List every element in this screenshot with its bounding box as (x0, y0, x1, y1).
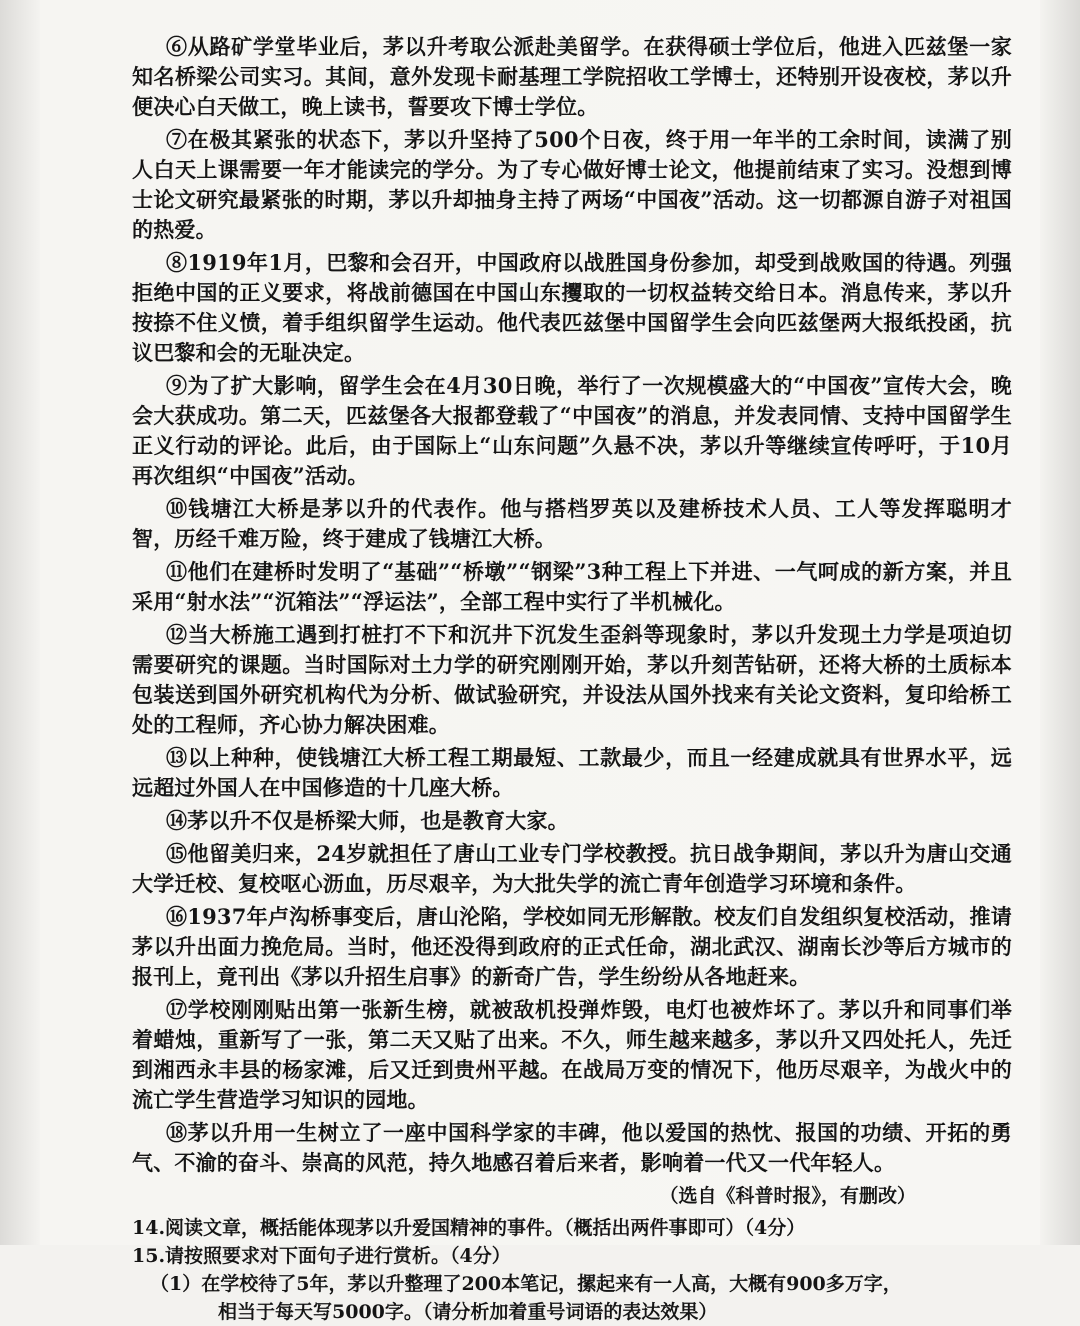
paragraph-13: ⑬以上种种，使钱塘江大桥工程工期最短、工款最少，而且一经建成就具有世界水平，远远超过外国人在中国修造的十几座大桥。 (132, 745, 1012, 800)
paragraph-17: ⑰学校刚刚贴出第一张新生榜，就被敌机投弹炸毁，电灯也被炸坏了。茅以升和同事们举着蜡烛，重新写了一张，第二天又贴了出来。不久，师生越来越多，茅以升又四处托人，先迁到湘西永丰县的杨家滩，后又迁到贵州平越。在战局万变的情况下，他历尽艰辛，为战火中的流亡学生营造学习知识的园地。 (132, 997, 1012, 1112)
paragraph-15: ⑮他留美归来，24岁就担任了唐山工业专门学校教授。抗日战争期间，茅以升为唐山交通大学迁校、复校呕心沥血，历尽艰辛，为大批失学的流亡青年创造学习环境和条件。 (132, 841, 1012, 896)
paragraph-10: ⑩钱塘江大桥是茅以升的代表作。他与搭档罗英以及建桥技术人员、工人等发挥聪明才智，历经千难万险，终于建成了钱塘江大桥。 (132, 496, 1012, 551)
paragraph-8: ⑧1919年1月，巴黎和会召开，中国政府以战胜国身份参加，却受到战败国的待遇。列强拒绝中国的正义要求，将战前德国在中国山东攫取的一切权益转交给日本。消息传来，茅以升按捺不住义愤，着手组织留学生运动。他代表匹兹堡中国留学生会向匹兹堡两大报纸投函，抗议巴黎和会的无耻决定。 (132, 250, 1012, 365)
paragraph-12: ⑫当大桥施工遇到打桩打不下和沉井下沉发生歪斜等现象时，茅以升发现土力学是项迫切需要研究的课题。当时国际对土力学的研究刚刚开始，茅以升刻苦钻研，还将大桥的土质标本包装送到国外研究机构代为分析、做试验研究，并设法从国外找来有关论文资料，复印给桥工处的工程师，齐心协力解决困难。 (132, 622, 1012, 737)
paragraph-18: ⑱茅以升用一生树立了一座中国科学家的丰碑，他以爱国的热忱、报国的功绩、开拓的勇气、不渝的奋斗、崇高的风范，持久地感召着后来者，影响着一代又一代年轻人。 (132, 1120, 1012, 1175)
paragraph-11: ⑪他们在建桥时发明了“基础”“桥墩”“钢梁”3种工程上下并进、一气呵成的新方案，并且采用“射水法”“沉箱法”“浮运法”，全部工程中实行了半机械化。 (132, 559, 1012, 614)
article-source: （选自《科普时报》，有删改） (659, 1185, 916, 1207)
question-15-1-line-1: （1）在学校待了5年，茅以升整理了200本笔记，摞起来有一人高，大概有900多万字， (150, 1273, 902, 1295)
paragraph-7: ⑦在极其紧张的状态下，茅以升坚持了500个日夜，终于用一年半的工余时间，读满了别人白天上课需要一年才能读完的学分。为了专心做好博士论文，他提前结束了实习。没想到博士论文研究最紧张的时期，茅以升却抽身主持了两场“中国夜”活动。这一切都源自游子对祖国的热爱。 (132, 127, 1012, 242)
paragraph-16: ⑯1937年卢沟桥事变后，唐山沦陷，学校如同无形解散。校友们自发组织复校活动，推请茅以升出面力挽危局。当时，他还没得到政府的正式任命，湖北武汉、湖南长沙等后方城市的报刊上，竟刊出《茅以升招生启事》的新奇广告，学生纷纷从各地赶来。 (132, 904, 1012, 989)
paragraph-14: ⑭茅以升不仅是桥梁大师，也是教育大家。 (166, 808, 569, 833)
question-14: 14.阅读文章，概括能体现茅以升爱国精神的事件。（概括出两件事即可）（4分） (132, 1217, 806, 1239)
left-edge-shadow (0, 0, 40, 1245)
question-15-1-line-2: 相当于每天写5000字。（请分析加着重号词语的表达效果） (218, 1301, 718, 1323)
question-15: 15.请按照要求对下面句子进行赏析。（4分） (132, 1245, 511, 1267)
right-edge-shadow (1040, 0, 1080, 1245)
paragraph-6: ⑥从路矿学堂毕业后，茅以升考取公派赴美留学。在获得硕士学位后，他进入匹兹堡一家知名桥梁公司实习。其间，意外发现卡耐基理工学院招收工学博士，还特别开设夜校，茅以升便决心白天做工，晚上读书，誓要攻下博士学位。 (132, 34, 1012, 119)
paragraph-9: ⑨为了扩大影响，留学生会在4月30日晚，举行了一次规模盛大的“中国夜”宣传大会，晚会大获成功。第二天，匹兹堡各大报都登载了“中国夜”的消息，并发表同情、支持中国留学生正义行动的评论。此后，由于国际上“山东问题”久悬不决，茅以升等继续宣传呼吁，于10月再次组织“中国夜”活动。 (132, 373, 1012, 488)
article-body (132, 32, 1012, 1326)
